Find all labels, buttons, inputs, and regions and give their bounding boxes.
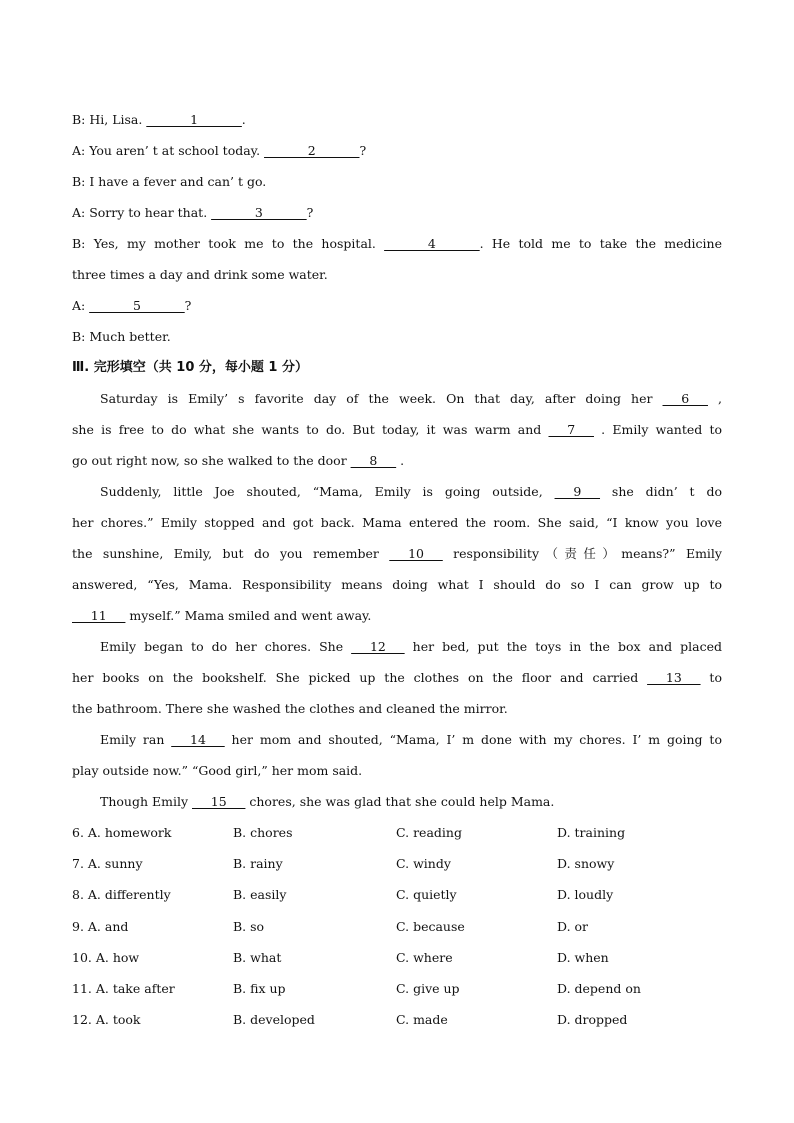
option-c: C. because — [396, 918, 465, 934]
option-d: D. loudly — [557, 887, 614, 903]
option-b: B. developed — [233, 1012, 315, 1028]
dialogue-line: three times a day and drink some water. — [72, 267, 328, 282]
passage-line: Though Emily ___15___ chores, she was glad that she could help Mama. — [100, 794, 555, 809]
passage-line: her books on the bookshelf. She picked up the clothes on the floor and carried ___13___ to — [72, 670, 722, 685]
dialogue-line: B: I have a fever and can’ t go. — [72, 174, 267, 189]
passage-line: answered, “Yes, Mama. Responsibility means doing what I should do so I can grow up to — [72, 577, 722, 592]
option-row — [72, 973, 722, 1004]
option-row — [72, 1004, 722, 1035]
option-row — [72, 848, 722, 879]
cloze-blank: ___7___ — [548, 422, 594, 437]
dialogue-line: A: Sorry to hear that. _______3_______? — [72, 205, 314, 220]
option-a: 8. A. differently — [72, 887, 171, 903]
option-b: B. rainy — [233, 856, 283, 872]
cloze-blank: ___8___ — [350, 453, 397, 468]
dialogue-line: A: _______5_______? — [72, 298, 192, 313]
option-a: 9. A. and — [72, 918, 129, 934]
option-c: C. give up — [396, 980, 460, 996]
option-c: C. where — [396, 949, 453, 965]
option-a: 6. A. homework — [72, 825, 172, 840]
option-d: D. depend on — [557, 980, 641, 996]
dialogue-line: B: Yes, my mother took me to the hospital. _______4_______. He told me to take the medicine — [72, 236, 722, 251]
dialogue-line: B: Much better. — [72, 329, 171, 344]
answer-options — [72, 817, 722, 1035]
option-c: C. reading — [396, 825, 462, 840]
passage-line: Emily began to do her chores. She ___12___ her bed, put the toys in the box and placed — [100, 639, 722, 654]
option-d: D. dropped — [557, 1012, 628, 1028]
answer-blank: _______4_______ — [384, 236, 480, 251]
cloze-blank: ___12___ — [351, 639, 405, 654]
passage-line: Suddenly, little Joe shouted, “Mama, Emily is going outside, ___9___ she didn’ t do — [100, 484, 722, 499]
answer-blank: _______2_______ — [264, 143, 360, 158]
option-a: 11. A. take after — [72, 980, 175, 996]
answer-blank: _______1_______ — [146, 112, 242, 127]
dialogue-line: A: You aren’ t at school today. _______2_______? — [72, 143, 367, 158]
option-a: 7. A. sunny — [72, 856, 143, 872]
cloze-blank: ___10___ — [389, 546, 443, 561]
cloze-blank: ___13___ — [647, 670, 701, 685]
passage-line: play outside now.” “Good girl,” her mom said. — [72, 763, 363, 778]
option-b: B. easily — [233, 887, 287, 903]
cloze-blank: ___6___ — [662, 391, 708, 406]
cloze-blank: ___11___ — [72, 608, 126, 623]
option-row — [72, 879, 722, 910]
passage-line: Saturday is Emily’ s favorite day of the week. On that day, after doing her ___6___ , — [100, 391, 722, 406]
dialogue-section — [72, 104, 722, 352]
option-row — [72, 942, 722, 973]
option-c: C. made — [396, 1012, 448, 1028]
section-heading: Ⅲ. 完形填空（共 10 分，每小题 1 分） — [72, 360, 308, 375]
option-d: D. when — [557, 949, 609, 965]
passage-line: the sunshine, Emily, but do you remember ___10___ responsibility（责任）means?” Emily — [72, 546, 722, 561]
option-c: C. windy — [396, 856, 451, 872]
option-d: D. snowy — [557, 856, 615, 872]
passage-line: Emily ran ___14___ her mom and shouted, “Mama, I’ m done with my chores. I’ m going to — [100, 732, 722, 747]
option-a: 10. A. how — [72, 949, 140, 965]
answer-blank: _______5_______ — [89, 298, 185, 313]
cloze-passage — [72, 383, 722, 817]
answer-blank: _______3_______ — [211, 205, 307, 220]
option-b: B. chores — [233, 825, 293, 840]
passage-line: her chores.” Emily stopped and got back. Mama entered the room. She said, “I know you love — [72, 515, 722, 530]
option-d: D. or — [557, 918, 589, 934]
cloze-blank: ___15___ — [192, 794, 246, 809]
passage-line: ___11___ myself.” Mama smiled and went away. — [72, 608, 372, 623]
passage-line: go out right now, so she walked to the door ___8___ . — [72, 453, 405, 468]
cloze-blank: ___14___ — [171, 732, 225, 747]
cloze-blank: ___9___ — [554, 484, 601, 499]
option-a: 12. A. took — [72, 1012, 141, 1028]
option-b: B. so — [233, 918, 265, 934]
option-d: D. training — [557, 825, 626, 840]
option-row — [72, 817, 722, 848]
option-b: B. fix up — [233, 980, 286, 996]
passage-line: she is free to do what she wants to do. But today, it was warm and ___7___ . Emily wanted to — [72, 422, 722, 437]
option-b: B. what — [233, 949, 282, 965]
option-row — [72, 911, 722, 942]
option-c: C. quietly — [396, 887, 457, 903]
document-page — [72, 104, 722, 1035]
dialogue-line: B: Hi, Lisa. _______1_______. — [72, 112, 246, 127]
passage-line: the bathroom. There she washed the clothes and cleaned the mirror. — [72, 701, 508, 716]
